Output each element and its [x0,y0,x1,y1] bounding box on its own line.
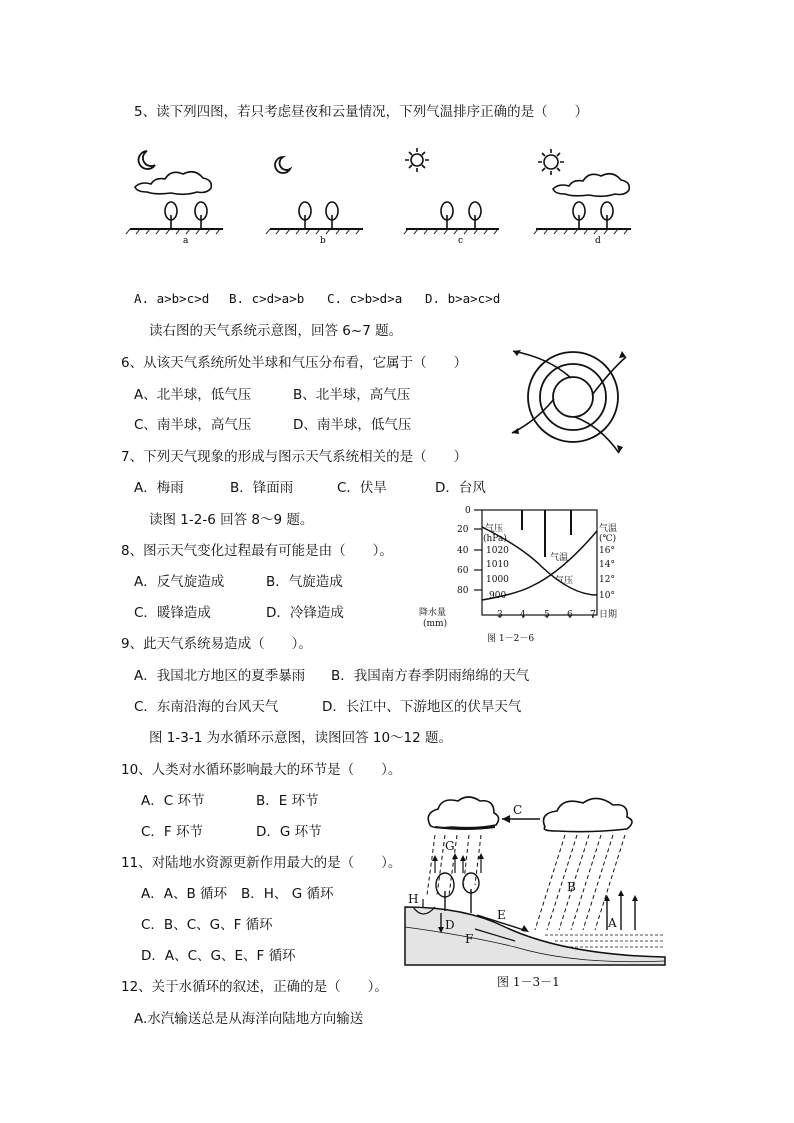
label-C: C [513,803,523,817]
pressure-tick-1000: 1000 [486,575,509,585]
x-axis-label: 日期 [599,610,618,620]
q6-stem: 6、从该天气系统所处半球和气压分布看，它属于（ ） [121,355,468,371]
x-tick-7: 7 [590,610,596,620]
q7-option-b: B．锋面雨 [230,480,294,496]
label-G: G [445,839,455,853]
curve-label-pressure: 气压 [555,576,574,586]
cloud-icon [544,798,633,831]
precip-tick-20: 20 [457,525,469,535]
weather-system-diagram [505,345,635,450]
temp-label: 气温 [599,524,618,534]
q11-stem: 11、对陆地水资源更新作用最大的是（ ）。 [121,855,402,871]
panel-a [126,151,223,246]
q10-option-a: A．C 环节 [141,793,205,809]
tree-icon [436,873,479,913]
intro-6-7: 读右图的天气系统示意图，回答 6~7 题。 [149,323,403,339]
curve-label-temp: 气温 [550,553,569,563]
label-H: H [408,892,419,906]
q10-option-b: B．E 环节 [256,793,319,809]
q5-figure [125,145,645,255]
q10-stem: 10、人类对水循环影响最大的环节是（ ）。 [121,762,402,778]
pressure-tick-1020: 1020 [486,546,509,556]
q11-option-d: D．A、C、G、E、F 循环 [141,948,296,964]
label-E: E [497,908,506,922]
water-cycle-caption: 图 1－3－1 [497,975,560,989]
x-tick-4: 4 [520,610,526,620]
panel-label-a: a [183,236,189,246]
tree-icon [573,202,613,229]
q11-option-b: B．H、 G 循环 [241,886,334,902]
cloud-icon [553,174,629,197]
tree-icon [165,202,207,229]
q7-stem: 7、下列天气现象的形成与图示天气系统相关的是（ ） [121,449,468,465]
precip-tick-0: 0 [465,506,471,516]
precip-tick-80: 80 [457,586,469,596]
water-cycle-diagram [405,795,670,990]
pressure-label: 气压 [485,524,504,534]
q7-option-a: A．梅雨 [134,480,184,496]
cloud-icon [428,797,498,828]
precip-tick-60: 60 [457,566,469,576]
q9-option-b: B．我国南方春季阴雨绵绵的天气 [331,668,530,684]
q9-option-a: A．我国北方地区的夏季暴雨 [134,668,306,684]
q12-option-a: A.水汽输送总是从海洋向陆地方向输送 [134,1011,364,1027]
pressure-unit: (hPa) [483,534,507,544]
q10-option-d: D．G 环节 [256,824,322,840]
label-D: D [445,918,455,932]
panel-b [266,157,363,246]
q5-stem: 5、读下列四图，若只考虑昼夜和云量情况，下列气温排序正确的是（ ） [134,104,589,120]
q5-option-c: C. c>b>d>a [327,291,403,306]
label-F: F [465,932,474,946]
q6-option-b: B、北半球，高气压 [293,387,411,403]
q9-stem: 9、此天气系统易造成（ ）。 [121,636,312,652]
panel-d [534,149,631,246]
cloud-icon [135,172,211,195]
precip-tick-40: 40 [457,546,469,556]
temp-tick-12: 12° [599,575,615,585]
chart-caption: 图 1－2－6 [487,634,535,644]
q8-option-a: A．反气旋造成 [134,574,225,590]
intro-8-9: 读图 1-2-6 回答 8～9 题。 [149,512,314,528]
temp-tick-10: 10° [599,591,615,601]
tree-icon [299,202,338,229]
q11-option-a: A．A、B 循环 [141,886,228,902]
q6-option-c: C、南半球，高气压 [134,417,252,433]
q11-option-c: C．B、C、G、F 循环 [141,917,273,933]
q5-option-b: B. c>d>a>b [229,291,305,306]
pressure-tick-1010: 1010 [486,560,509,570]
sun-icon [538,149,564,175]
temp-tick-16: 16° [599,546,615,556]
q8-option-b: B．气旋造成 [266,574,343,590]
moon-icon [275,157,290,173]
x-tick-5: 5 [544,610,550,620]
x-tick-6: 6 [567,610,573,620]
intro-10-12: 图 1-3-1 为水循环示意图，读图回答 10～12 题。 [149,730,453,746]
q9-option-c: C．东南沿海的台风天气 [134,699,279,715]
q8-option-c: C．暖锋造成 [134,605,211,621]
x-tick-3: 3 [497,610,503,620]
precip-unit: (mm) [423,619,448,629]
label-B: B [567,880,576,894]
label-A: A [608,916,617,930]
q9-option-d: D．长江中、下游地区的伏旱天气 [322,699,522,715]
q5-option-a: A. a>b>c>d [134,291,210,306]
q12-stem: 12、关于水循环的叙述，正确的是（ ）。 [121,979,388,995]
panel-c [404,148,499,246]
precip-label: 降水量 [419,608,447,618]
q6-option-a: A、北半球，低气压 [134,387,252,403]
q6-option-d: D、南半球，低气压 [293,417,412,433]
panel-label-d: d [595,236,601,246]
q10-option-c: C．F 环节 [141,824,203,840]
temp-tick-14: 14° [599,560,615,570]
moon-icon [139,151,155,169]
q8-option-d: D．冷锋造成 [266,605,344,621]
temp-unit: (℃) [599,534,617,544]
panel-label-b: b [320,236,326,246]
chart-1-2-6 [415,505,640,645]
q7-option-c: C．伏旱 [337,480,387,496]
q5-option-d: D. b>a>c>d [425,291,501,306]
tree-icon [441,202,481,229]
sun-icon [405,148,429,172]
q7-option-d: D．台风 [435,480,486,496]
q8-stem: 8、图示天气变化过程最有可能是由（ ）。 [121,543,393,559]
pressure-tick-900: 900 [489,591,507,601]
panel-label-c: c [458,236,464,246]
